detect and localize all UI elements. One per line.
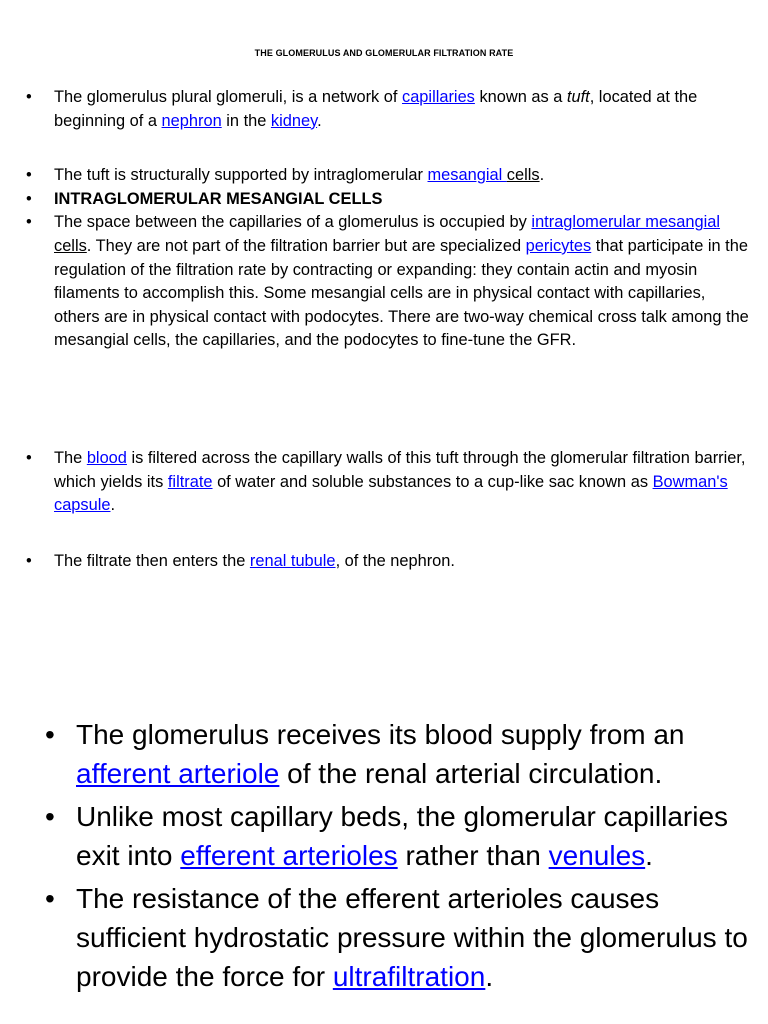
- section-heading: INTRAGLOMERULAR MESANGIAL CELLS: [54, 189, 383, 208]
- afferent-arteriole-link[interactable]: afferent arteriole: [76, 757, 280, 789]
- blood-link[interactable]: blood: [86, 449, 127, 467]
- bowmans-capsule-link[interactable]: Bowman's capsule: [54, 472, 728, 515]
- list-item: [26, 188, 754, 212]
- paragraph-text: The blood is filtered across the capillary walls of this tuft through the glomerular filtration barrier, which yields its filtrate of water and soluble substances to a cup-like sac known as Bowman's capsule.: [54, 449, 746, 515]
- bullet-icon: •: [26, 189, 32, 208]
- bullet-icon: •: [26, 551, 32, 570]
- bullet-icon: •: [26, 166, 32, 185]
- paragraph-text: The resistance of the efferent arterioles causes sufficient hydrostatic pressure within the glomerulus to provide the force for ultrafiltration.: [76, 883, 748, 992]
- bullet-icon: •: [26, 88, 32, 106]
- list-item: [26, 447, 754, 518]
- paragraph-text: The glomerulus receives its blood supply from an afferent arteriole of the renal arterial circulation.: [76, 719, 685, 789]
- filtrate-link[interactable]: filtrate: [167, 472, 213, 491]
- paragraph-text: The space between the capillaries of a glomerulus is occupied by intraglomerular mesangial cells. They are not part of the filtration barrier but are specialized pericytes that participate in the regulation of the filtration rate by contracting or expanding: they contain actin and myosin filaments to accomplish this. Some mesangial cells are in physical contact with capillaries, others are in physical contact with podocytes. There are two-way chemical cross talk among the mesangial cells, the capillaries, and the podocytes to fine-tune the GFR.: [54, 213, 749, 350]
- paragraph-text: The tuft is structurally supported by intraglomerular mesangial cells.: [54, 166, 545, 185]
- paragraph-text: Unlike most capillary beds, the glomerular capillaries exit into efferent arterioles rather than venules.: [76, 801, 729, 871]
- middle-bullet-list: [26, 447, 754, 573]
- bullet-icon: •: [26, 213, 32, 232]
- ultrafiltration-link[interactable]: ultrafiltration: [332, 960, 486, 992]
- capillaries-link[interactable]: capillaries: [402, 88, 475, 106]
- kidney-link[interactable]: kidney: [270, 111, 318, 130]
- list-item: [26, 211, 754, 353]
- bullet-icon: •: [45, 801, 55, 833]
- list-item: [45, 798, 766, 875]
- list-item: [45, 716, 766, 793]
- nephron-link[interactable]: nephron: [161, 111, 222, 130]
- efferent-arterioles-link[interactable]: efferent arterioles: [180, 839, 398, 871]
- paragraph-text: The filtrate then enters the renal tubule, of the nephron.: [54, 551, 455, 570]
- bullet-icon: •: [45, 719, 55, 750]
- renal-tubule-link[interactable]: renal tubule: [249, 551, 336, 570]
- bullet-icon: •: [45, 883, 55, 915]
- page-title: THE GLOMERULUS AND GLOMERULAR FILTRATION RATE: [254, 48, 514, 58]
- bullet-icon: •: [26, 449, 32, 467]
- list-item: [45, 880, 766, 996]
- list-item: [26, 550, 754, 574]
- list-item: [26, 86, 754, 133]
- intraglomerular-mesangial-link[interactable]: intraglomerular mesangial: [531, 213, 721, 232]
- venules-link[interactable]: venules: [548, 839, 646, 871]
- large-bullet-list: [45, 716, 766, 996]
- upper-bullet-list: [26, 86, 754, 353]
- pericytes-link[interactable]: pericytes: [525, 236, 592, 255]
- paragraph-text: The glomerulus plural glomeruli, is a network of capillaries known as a tuft, located at the beginning of a nephron in the kidney.: [54, 88, 698, 130]
- mesangial-link[interactable]: mesangial: [427, 166, 507, 185]
- list-item: [26, 164, 754, 188]
